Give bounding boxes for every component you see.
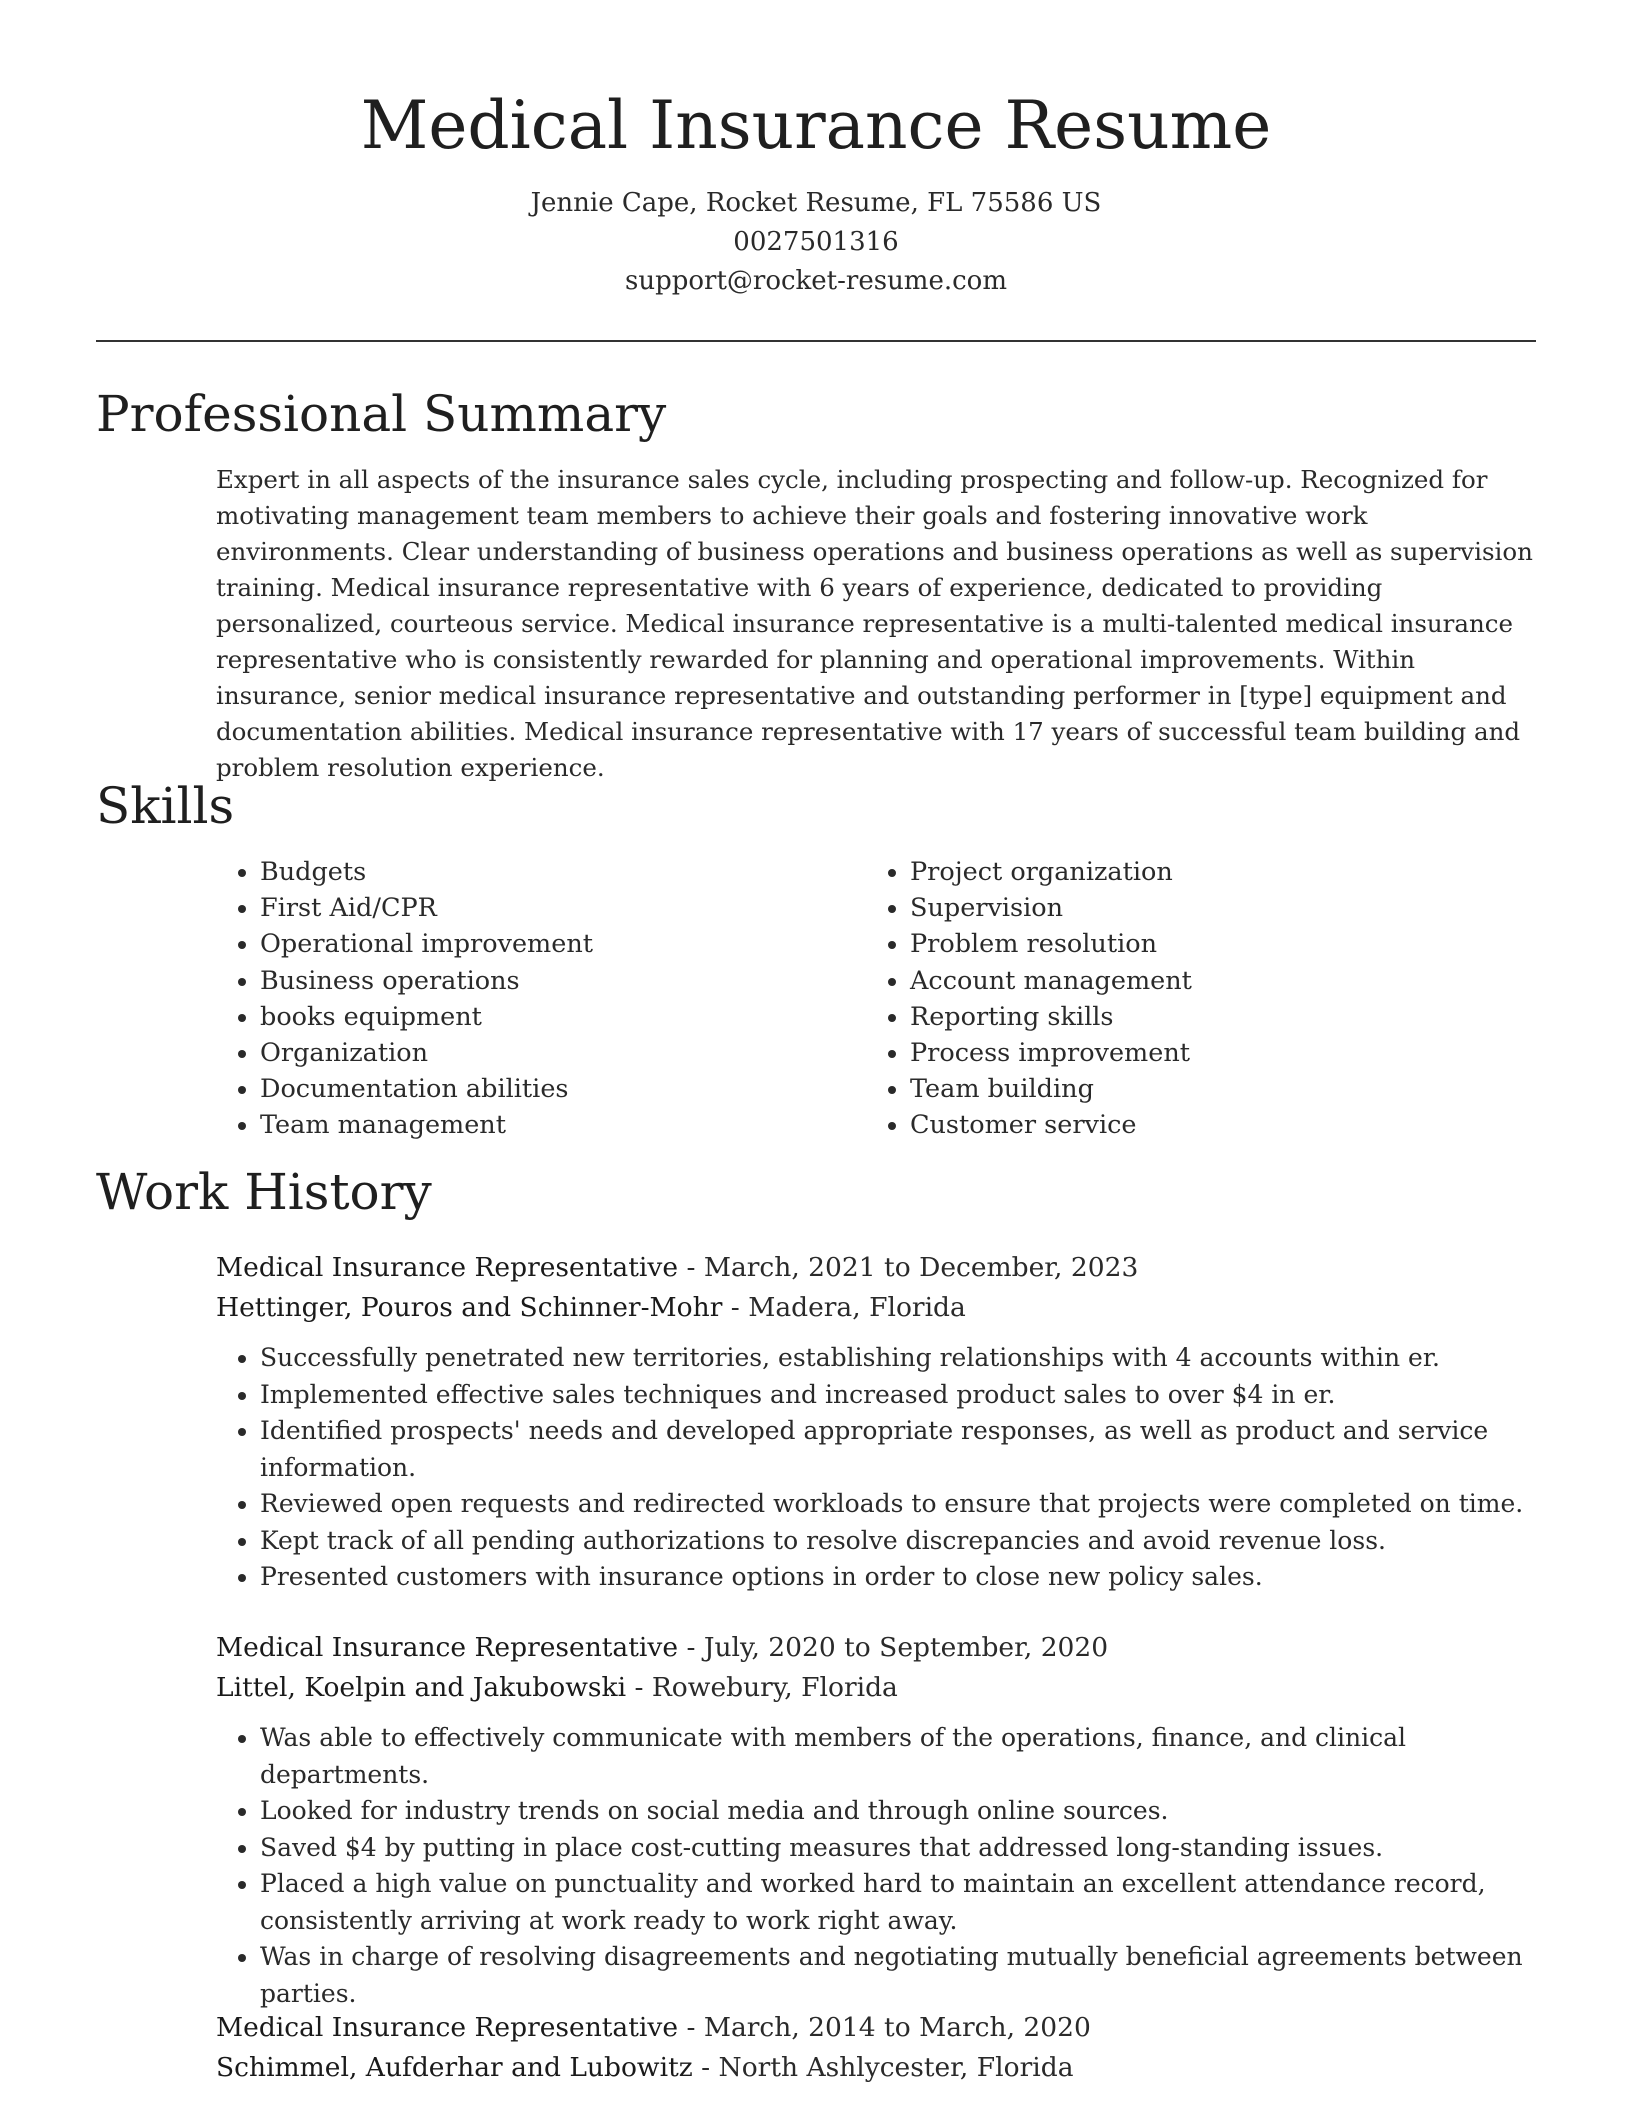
job-dates: March, 2021 to December, 2023	[703, 1252, 1139, 1283]
job-bullet: • Successfully penetrated new territories, establishing relationships with 4 accounts within er.	[260, 1340, 1536, 1377]
job-bullet: • Looked for industry trends on social media and through online sources.	[260, 1793, 1536, 1830]
job-title: Medical Insurance Representative	[216, 2012, 679, 2043]
skill-item: • Customer service	[910, 1107, 1472, 1143]
job-dates: July, 2020 to September, 2020	[703, 1632, 1109, 1663]
job-bullet: • Was in charge of resolving disagreements and negotiating mutually beneficial agreements between parties.	[260, 1939, 1536, 2012]
job-company-line: Hettinger, Pouros and Schinner-Mohr - Madera, Florida	[216, 1292, 966, 1323]
job-entry	[216, 1248, 1536, 1596]
job-title-line: Medical Insurance Representative - March, 2021 to December, 2023	[216, 1252, 1139, 1283]
skill-item: • Supervision	[910, 890, 1472, 926]
skill-item: • Project organization	[910, 854, 1472, 890]
skill-item: • books equipment	[260, 999, 822, 1035]
job-bullet: • Presented customers with insurance options in order to close new policy sales.	[260, 1559, 1536, 1596]
skill-item: • Organization	[260, 1035, 822, 1071]
job-dates: March, 2014 to March, 2020	[703, 2012, 1091, 2043]
job-entry	[216, 2008, 1536, 2088]
summary-text: Expert in all aspects of the insurance sales cycle, including prospecting and follow-up. Recognized for motivating management team members to achieve their goals and fostering innovative work environments. Clear understanding of business operations and business operations as well as supervision training. Medical insurance representative with 6 years of experience, dedicated to providing personalized, courteous service. Medical insurance representative is a multi-talented medical insurance representative who is consistently rewarded for planning and operational improvements. Within insurance, senior medical insurance representative and outstanding performer in [type] equipment and documentation abilities. Medical insurance representative with 17 years of successful team building and problem resolution experience.	[216, 465, 1533, 782]
job-bullet: • Placed a high value on punctuality and worked hard to maintain an excellent attendance record, consistently arriving at work ready to work right away.	[260, 1866, 1536, 1939]
job-location: Madera, Florida	[748, 1292, 966, 1323]
job-bullet: • Kept track of all pending authorizations to resolve discrepancies and avoid revenue loss.	[260, 1523, 1536, 1560]
job-title: Medical Insurance Representative	[216, 1252, 679, 1283]
job-bullet: • Implemented effective sales techniques and increased product sales to over $4 in er.	[260, 1377, 1536, 1414]
job-entry	[216, 1628, 1536, 2012]
contact-email: support@rocket-resume.com	[624, 266, 1007, 296]
skill-item: • First Aid/CPR	[260, 890, 822, 926]
job-title: Medical Insurance Representative	[216, 1632, 679, 1663]
job-title-line: Medical Insurance Representative - March, 2014 to March, 2020	[216, 2012, 1091, 2043]
skill-item: • Operational improvement	[260, 926, 822, 962]
skill-item: • Budgets	[260, 854, 822, 890]
header-divider	[96, 340, 1536, 342]
skill-item: • Problem resolution	[910, 926, 1472, 962]
job-company-line: Littel, Koelpin and Jakubowski - Rowebury, Florida	[216, 1672, 898, 1703]
job-bullet: • Identified prospects' needs and developed appropriate responses, as well as product and service information.	[260, 1413, 1536, 1486]
skills-heading: Skills	[96, 777, 235, 835]
resume-title: Medical Insurance Resume	[360, 87, 1272, 164]
skill-item: • Team building	[910, 1071, 1472, 1107]
job-location: North Ashlycester, Florida	[718, 2052, 1074, 2083]
skills-list-left	[216, 854, 822, 1144]
skills-columns	[216, 854, 1536, 1144]
skill-item: • Account management	[910, 963, 1472, 999]
job-title-line: Medical Insurance Representative - July, 2020 to September, 2020	[216, 1632, 1109, 1663]
job-company: Littel, Koelpin and Jakubowski	[216, 1672, 627, 1703]
skill-item: • Team management	[260, 1107, 822, 1143]
summary-heading: Professional Summary	[96, 385, 667, 443]
job-bullet: • Reviewed open requests and redirected workloads to ensure that projects were completed on time.	[260, 1486, 1536, 1523]
job-company: Hettinger, Pouros and Schinner-Mohr	[216, 1292, 723, 1323]
skill-item: • Process improvement	[910, 1035, 1472, 1071]
job-bullet: • Was able to effectively communicate with members of the operations, finance, and clinical departments.	[260, 1720, 1536, 1793]
job-location: Rowebury, Florida	[651, 1672, 898, 1703]
job-bullets	[216, 1720, 1536, 2012]
skill-item: • Reporting skills	[910, 999, 1472, 1035]
contact-address: Jennie Cape, Rocket Resume, FL 75586 US	[530, 188, 1102, 218]
skills-list-right	[866, 854, 1472, 1144]
skill-item: • Documentation abilities	[260, 1071, 822, 1107]
resume-header	[0, 78, 1632, 301]
work-history-heading: Work History	[96, 1163, 432, 1221]
job-bullet: • Saved $4 by putting in place cost-cutting measures that addressed long-standing issues.	[260, 1830, 1536, 1867]
job-bullets	[216, 1340, 1536, 1596]
skill-item: • Business operations	[260, 963, 822, 999]
job-company-line: Schimmel, Aufderhar and Lubowitz - North Ashlycester, Florida	[216, 2052, 1074, 2083]
job-company: Schimmel, Aufderhar and Lubowitz	[216, 2052, 693, 2083]
contact-phone: 0027501316	[733, 227, 899, 257]
